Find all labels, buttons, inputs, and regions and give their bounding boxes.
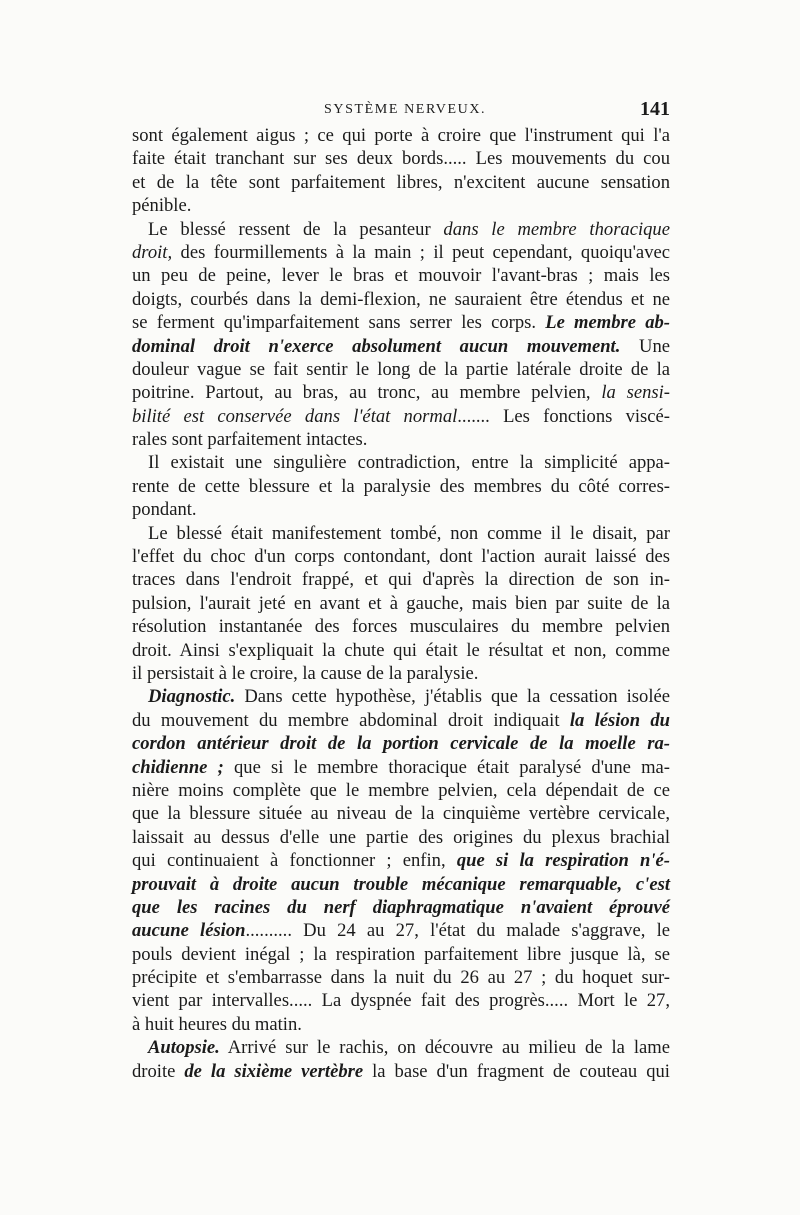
text-line <box>132 1036 670 1059</box>
emphasized-text: la lésion du <box>569 709 671 731</box>
running-title: SYSTÈME NERVEUX. <box>324 102 487 117</box>
text-segment: la base d'un fragment de couteau qui <box>363 1060 670 1082</box>
text-segment: Arrivé sur le rachis, on découvre au milieu de la lame <box>219 1037 670 1059</box>
text-segment: pouls devient inégal ; la respiration parfaitement libre jusque là, se <box>132 943 670 965</box>
text-line <box>132 381 670 404</box>
text-line <box>132 849 670 872</box>
text-line <box>132 147 670 170</box>
emphasized-text: dans le membre thoracique <box>443 218 670 240</box>
text-segment: pénible. <box>132 195 192 217</box>
text-line <box>132 685 670 708</box>
text-segment: droit. Ainsi s'expliquait la chute qui était le résultat et non, comme <box>132 639 670 661</box>
text-segment: Une <box>620 335 670 357</box>
emphasized-text: Diagnostic. <box>148 686 236 708</box>
emphasized-text: la sensi- <box>601 382 670 404</box>
text-line <box>132 802 670 825</box>
text-segment: un peu de peine, lever le bras et mouvoir l'avant-bras ; mais les <box>132 265 670 287</box>
emphasized-text: cordon antérieur droit de la portion cervicale de la moelle ra- <box>132 733 670 755</box>
text-line <box>132 779 670 802</box>
text-line <box>132 288 670 311</box>
text-segment: pondant. <box>132 499 197 521</box>
text-segment: .......... Du 24 au 27, l'état du malade s'aggrave, le <box>245 920 670 942</box>
text-line <box>132 1060 670 1083</box>
emphasized-text: chidienne ; <box>132 756 224 778</box>
text-line <box>132 475 670 498</box>
text-line <box>132 943 670 966</box>
text-line <box>132 522 670 545</box>
text-line <box>132 311 670 334</box>
emphasized-text: bilité est conservée dans l'état normal <box>132 405 458 427</box>
text-segment: à huit heures du matin. <box>132 1013 302 1035</box>
text-segment: sont également aigus ; ce qui porte à croire que l'instrument qui l'a <box>132 125 670 146</box>
text-line <box>132 498 670 521</box>
body-text <box>132 124 670 1083</box>
text-segment: doigts, courbés dans la demi-flexion, ne sauraient être étendus et ne <box>132 288 670 310</box>
emphasized-text: Autopsie. <box>148 1037 220 1059</box>
text-segment: poitrine. Partout, au bras, au tronc, au membre pelvien, <box>132 382 602 404</box>
text-segment: nière moins complète que le membre pelvien, cela dépendait de ce <box>132 779 670 801</box>
text-line <box>132 662 670 685</box>
text-line <box>132 335 670 358</box>
text-segment: résolution instantanée des forces musculaires du membre pelvien <box>132 616 670 638</box>
text-line <box>132 989 670 1012</box>
text-segment: du mouvement du membre abdominal droit indiquait <box>132 709 570 731</box>
text-segment: il persistait à le croire, la cause de la paralysie. <box>132 662 479 684</box>
text-line <box>132 545 670 568</box>
text-segment: précipite et s'embarrasse dans la nuit du 26 au 27 ; du hoquet sur- <box>132 967 670 989</box>
text-line <box>132 896 670 919</box>
text-line <box>132 873 670 896</box>
text-segment: des fourmillements à la main ; il peut cependant, quoiqu'avec <box>172 241 670 263</box>
emphasized-text: Le membre ab- <box>545 312 670 334</box>
text-line <box>132 756 670 779</box>
text-line <box>132 405 670 428</box>
text-line <box>132 732 670 755</box>
emphasized-text: droit, <box>132 241 173 263</box>
text-line <box>132 218 670 241</box>
text-segment: Dans cette hypothèse, j'établis que la cessation isolée <box>235 686 670 708</box>
text-line <box>132 966 670 989</box>
text-segment: Le blessé ressent de la pesanteur <box>148 218 444 240</box>
text-line <box>132 241 670 264</box>
page-header <box>132 98 672 126</box>
text-line <box>132 171 670 194</box>
text-segment: douleur vague se fait sentir le long de la partie latérale droite de la <box>132 358 670 380</box>
text-segment: l'effet du choc d'un corps contondant, dont l'action aurait laissé des <box>132 546 670 568</box>
text-segment: faite était tranchant sur ses deux bords..... Les mouvements du cou <box>132 148 670 170</box>
text-segment: et de la tête sont parfaitement libres, n'excitent aucune sensation <box>132 171 670 193</box>
text-line <box>132 568 670 591</box>
text-line <box>132 1013 670 1036</box>
text-line <box>132 194 670 217</box>
emphasized-text: aucune lésion <box>132 920 246 942</box>
text-line <box>132 639 670 662</box>
emphasized-text: que si la respiration n'é- <box>456 850 670 872</box>
text-segment: pulsion, l'aurait jeté en avant et à gauche, mais bien par suite de la <box>132 592 670 614</box>
text-segment: qui continuaient à fonctionner ; enfin, <box>132 850 457 872</box>
text-line <box>132 592 670 615</box>
text-line <box>132 358 670 381</box>
emphasized-text: dominal droit n'exerce absolument aucun mouvement. <box>132 335 621 357</box>
text-segment: rales sont parfaitement intactes. <box>132 429 368 451</box>
text-line <box>132 264 670 287</box>
text-segment: se ferment qu'imparfaitement sans serrer les corps. <box>132 312 546 334</box>
emphasized-text: prouvait à droite aucun trouble mécanique remarquable, c'est <box>132 873 670 895</box>
emphasized-text: de la sixième vertèbre <box>184 1060 364 1082</box>
text-line <box>132 826 670 849</box>
text-segment: Le blessé était manifestement tombé, non comme il le disait, par <box>148 522 670 544</box>
text-line <box>132 919 670 942</box>
text-line <box>132 428 670 451</box>
text-segment: vient par intervalles..... La dyspnée fait des progrès..... Mort le 27, <box>132 990 670 1012</box>
text-segment: Il existait une singulière contradiction, entre la simplicité appa- <box>148 452 670 474</box>
text-line <box>132 709 670 732</box>
text-segment: traces dans l'endroit frappé, et qui d'après la direction de son in- <box>132 569 670 591</box>
text-segment: que la blessure située au niveau de la cinquième vertèbre cervicale, <box>132 803 670 825</box>
text-line <box>132 615 670 638</box>
text-segment: que si le membre thoracique était paralysé d'une ma- <box>223 756 670 778</box>
text-segment: laissait au dessus d'elle une partie des origines du plexus brachial <box>132 826 670 848</box>
page-number: 141 <box>640 98 670 120</box>
text-line <box>132 124 670 147</box>
text-segment: droite <box>132 1060 185 1082</box>
text-segment: ....... Les fonctions viscé- <box>457 405 670 427</box>
emphasized-text: que les racines du nerf diaphragmatique n'avaient éprouvé <box>132 896 670 918</box>
text-line <box>132 451 670 474</box>
text-segment: rente de cette blessure et la paralysie des membres du côté corres- <box>132 475 670 497</box>
